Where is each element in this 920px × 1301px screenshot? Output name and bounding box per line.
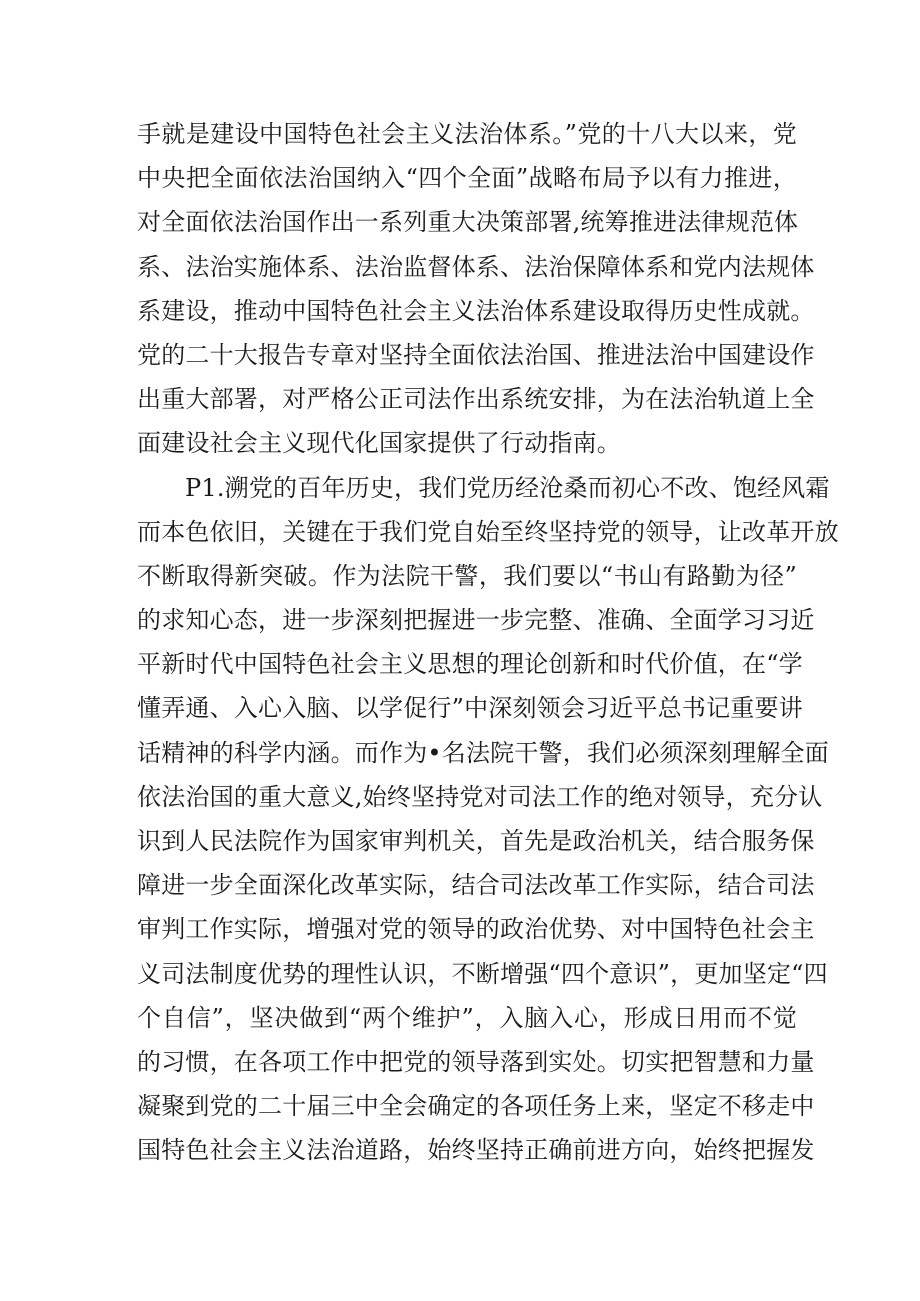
paragraph-2-line: P1.溯党的百年历史，我们党历经沧桑而初心不改、饱经风霜 <box>185 473 830 502</box>
paragraph-1-line: 系建设，推动中国特色社会主义法治体系建设取得历史性成就。 <box>137 296 815 325</box>
paragraph-1 <box>137 112 815 466</box>
document-body <box>137 112 839 1173</box>
paragraph-2-line: 的求知心态，进一步深刻把握进一步完整、准确、全面学习习近 <box>137 606 815 635</box>
paragraph-2-line: 个自信”，坚决做到“两个维护”，入脑入心，形成日用而不觉 <box>137 1003 797 1032</box>
paragraph-1-line: 手就是建设中国特色社会主义法治体系。”党的十八大以来，党 <box>137 120 797 148</box>
paragraph-2-line: 国特色社会主义法治道路，始终坚持正确前进方向，始终把握发 <box>137 1136 815 1165</box>
paragraph-2-line: 识到人民法院作为国家审判机关，首先是政治机关，结合服务保 <box>137 827 815 855</box>
paragraph-1-line: 出重大部署，对严格公正司法作出系统安排，为在法治轨道上全 <box>137 385 815 414</box>
paragraph-2-line: 审判工作实际，增强对党的领导的政治优势、对中国特色社会主 <box>137 915 815 944</box>
paragraph-2-line: 平新时代中国特色社会主义思想的理论创新和时代价值，在“学 <box>137 650 803 679</box>
paragraph-2-line: 障进一步全面深化改革实际，结合司法改革工作实际，结合司法 <box>137 871 815 900</box>
paragraph-2-line: 懂弄通、入心入脑、以学促行”中深刻领会习近平总书记重要讲 <box>137 694 803 723</box>
paragraph-2-line: 话精神的科学内涵。而作为•名法院干警，我们必须深刻理解全面 <box>137 738 829 767</box>
paragraph-2-line: 的习惯，在各项工作中把党的领导落到实处。切实把智慧和力量 <box>137 1047 815 1076</box>
paragraph-2-line: 依法治国的重大意义,始终坚持党对司法工作的绝对领导，充分认 <box>137 782 823 811</box>
paragraph-1-line: 系、法治实施体系、法治监督体系、法治保障体系和党内法规体 <box>137 252 815 281</box>
paragraph-2-line: 义司法制度优势的理性认识，不断增强“四个意识”，更加坚定“四 <box>137 959 828 988</box>
paragraph-2 <box>137 466 839 1173</box>
paragraph-2-line: 而本色依旧，关键在于我们党自始至终坚持党的领导，让改革开放 <box>137 517 839 546</box>
paragraph-1-line: 党的二十大报告专章对坚持全面依法治国、推进法治中国建设作 <box>137 340 815 369</box>
paragraph-1-line: 中央把全面依法治国纳入“四个全面”战略布局予以有力推进， <box>137 164 797 193</box>
paragraph-2-line: 不断取得新突破。作为法院干警，我们要以“书山有路勤为径” <box>137 561 797 590</box>
paragraph-1-line: 面建设社会主义现代化国家提供了行动指南。 <box>137 429 621 458</box>
paragraph-2-line: 凝聚到党的二十届三中全会确定的各项任务上来，坚定不移走中 <box>137 1092 815 1121</box>
paragraph-1-line: 对全面依法治国作出一系列重大决策部署,统筹推进法律规范体 <box>137 208 799 237</box>
